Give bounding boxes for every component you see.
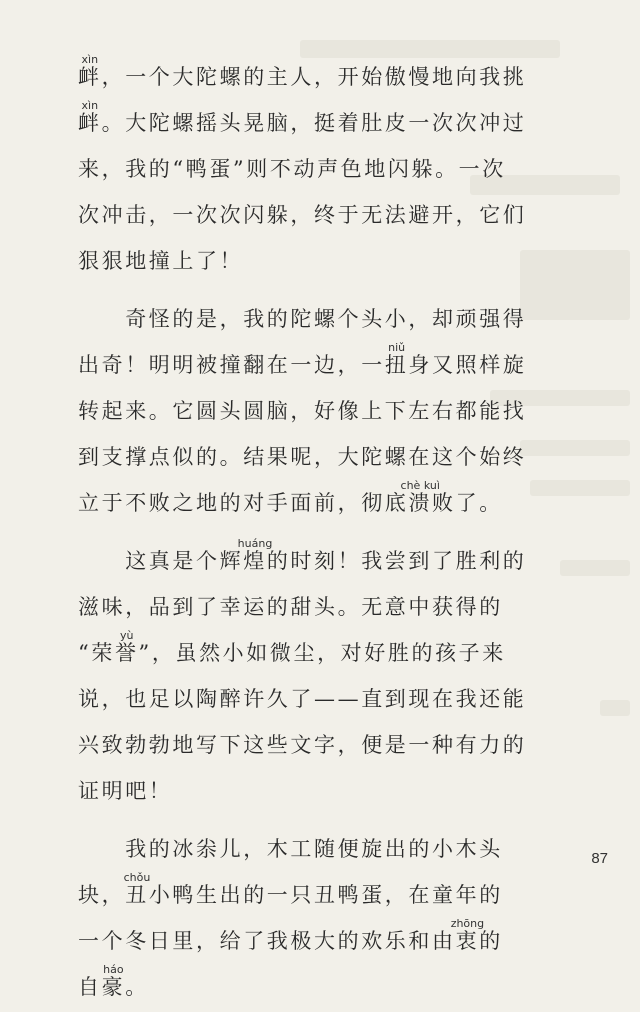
text-segment: 我的冰尜儿，木工随便旋出的小木头 [78, 837, 503, 861]
text-segment: 滋味，品到了幸运的甜头。无意中获得的 [78, 595, 503, 619]
text-line [78, 424, 527, 470]
paragraph [78, 816, 518, 1000]
annotated-character: 煌 huáng [237, 537, 273, 573]
text-line [78, 816, 518, 862]
text-line [78, 574, 518, 620]
text-line [78, 286, 527, 332]
text-segment: 次冲击，一次次闪躲，终于无法避开，它们 [78, 203, 527, 227]
text-segment: 块， [78, 883, 126, 907]
text-line [78, 712, 527, 758]
text-segment: 兴致勃勃地写下这些文字，便是一种有力的 [78, 733, 527, 757]
annotated-character: 衅 xìn [78, 99, 102, 135]
text-line [78, 758, 518, 804]
paragraph [78, 528, 527, 804]
text-segment: 出奇！明明被撞翻在一边，一 [78, 353, 385, 377]
pinyin-annotation: zhōng [450, 917, 485, 930]
annotated-character: 衅 xìn [78, 53, 102, 89]
text-segment: “荣 [78, 641, 115, 665]
annotated-character: 豪 háo [101, 963, 126, 999]
text-line [78, 908, 518, 954]
pinyin-annotation: xìn [81, 53, 99, 66]
text-line [78, 136, 518, 182]
text-segment: 这真是个辉 [78, 549, 244, 573]
pinyin-annotation: huáng [237, 537, 273, 550]
text-segment: 小鸭生出的一只丑鸭蛋，在童年的 [148, 883, 503, 907]
annotated-character: 誉 yù [114, 629, 139, 665]
pinyin-annotation: yù [119, 629, 134, 642]
text-line [78, 182, 527, 228]
text-line [78, 862, 518, 908]
text-segment: 到支撑点似的。结果呢，大陀螺在这个始终 [78, 445, 527, 469]
pinyin-annotation: chǒu [123, 871, 151, 884]
annotated-character: 扭 niǔ [384, 341, 409, 377]
pinyin-annotation: chè kuì [400, 479, 440, 492]
text-line [78, 44, 527, 90]
text-segment: 转起来。它圆头圆脑，好像上下左右都能找 [78, 399, 527, 423]
text-segment: 的时刻！我尝到了胜利的 [266, 549, 527, 573]
pinyin-annotation: háo [103, 963, 124, 976]
text-line [78, 378, 527, 424]
text-line [78, 528, 527, 574]
text-line [78, 470, 518, 516]
text-segment: 的 [479, 929, 503, 953]
text-segment: 立于不败之地的对手面前，彻底 [78, 491, 409, 515]
text-segment: 来，我的“鸭蛋”则不动声色地闪躲。一次 [78, 157, 506, 181]
paragraph [78, 44, 527, 274]
page-body [78, 44, 527, 1012]
text-line [78, 666, 527, 712]
text-segment: ，一个大陀螺的主人，开始傲慢地向我挑 [101, 65, 527, 89]
annotated-character: 衷 zhōng [450, 917, 485, 953]
text-segment: 一个冬日里，给了我极大的欢乐和由 [78, 929, 456, 953]
text-line [78, 954, 518, 1000]
text-line [78, 228, 518, 274]
text-segment: ”，虽然小如微尘，对好胜的孩子来 [138, 641, 506, 665]
text-segment: 自 [78, 975, 102, 999]
text-line [78, 90, 527, 136]
text-segment: 败了。 [432, 491, 503, 515]
text-segment: 。 [125, 975, 149, 999]
annotated-character: 丑 chǒu [123, 871, 151, 907]
page-number: 87 [591, 850, 608, 867]
annotated-character: 溃 chè kuì [400, 479, 440, 515]
text-line [78, 332, 527, 378]
text-segment: 说，也足以陶醉许久了——直到现在我还能 [78, 687, 527, 711]
text-segment: 身又照样旋 [408, 353, 527, 377]
text-segment: 。大陀螺摇头晃脑，挺着肚皮一次次冲过 [101, 111, 527, 135]
text-segment: 证明吧！ [78, 779, 173, 803]
paragraph [78, 286, 527, 516]
text-line [78, 620, 518, 666]
text-segment: 奇怪的是，我的陀螺个头小，却顽强得 [78, 307, 527, 331]
text-segment: 狠狠地撞上了！ [78, 249, 244, 273]
pinyin-annotation: niǔ [388, 341, 406, 354]
pinyin-annotation: xìn [81, 99, 99, 112]
